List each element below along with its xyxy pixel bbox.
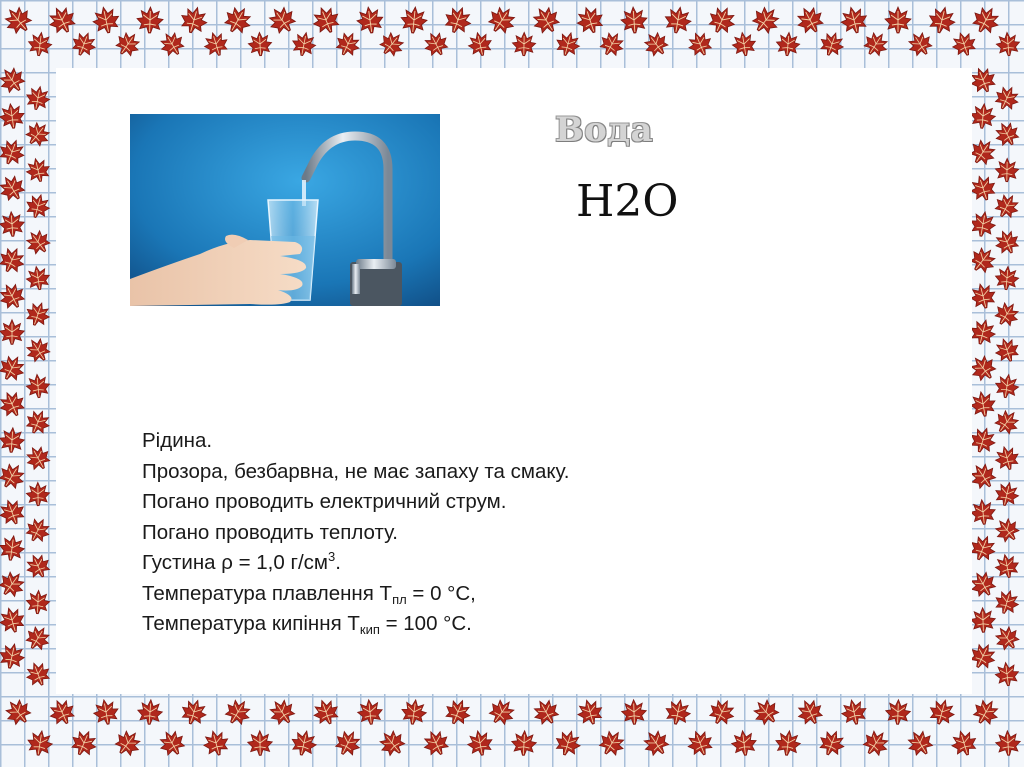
- maple-leaf-icon: [45, 3, 80, 38]
- maple-leaf-icon: [968, 2, 1003, 37]
- maple-leaf-icon: [484, 2, 520, 38]
- maple-leaf-icon: [992, 227, 1023, 258]
- maple-leaf-icon: [993, 480, 1021, 508]
- maple-leaf-icon: [991, 622, 1024, 655]
- maple-leaf-icon: [69, 29, 99, 59]
- maple-leaf-icon: [26, 482, 50, 506]
- maple-leaf-icon: [466, 30, 494, 58]
- maple-leaf-icon: [663, 5, 693, 35]
- slide-title: Вода: [555, 110, 654, 150]
- maple-leaf-icon: [774, 729, 802, 757]
- density-end: .: [335, 551, 341, 574]
- maple-leaf-icon: [904, 28, 936, 60]
- maple-leaf-icon: [112, 28, 145, 61]
- maple-leaf-icon: [24, 192, 53, 221]
- property-melting-point: [142, 579, 862, 610]
- density-text: Густина ρ = 1,0 г/см: [142, 551, 328, 574]
- maple-leaf-icon: [991, 298, 1023, 330]
- maple-leaf-icon: [621, 699, 647, 725]
- maple-leaf-icon: [289, 728, 319, 758]
- maple-leaf-icon: [554, 30, 583, 59]
- maple-leaf-icon: [156, 28, 188, 60]
- maple-leaf-icon: [620, 6, 648, 34]
- maple-leaf-icon: [466, 729, 495, 758]
- maple-leaf-icon: [23, 659, 53, 689]
- maple-leaf-icon: [26, 590, 51, 615]
- maple-leaf-icon: [529, 695, 563, 729]
- maple-leaf-icon: [927, 697, 958, 728]
- maple-leaf-icon: [0, 211, 25, 237]
- maple-leaf-icon: [0, 459, 29, 493]
- maple-leaf-icon: [992, 587, 1021, 616]
- maple-leaf-icon: [221, 695, 255, 729]
- maple-leaf-icon: [969, 498, 996, 525]
- boiling-subscript: кип: [359, 622, 380, 637]
- maple-leaf-icon: [331, 726, 364, 759]
- maple-leaf-icon: [748, 2, 784, 38]
- maple-leaf-icon: [992, 335, 1022, 365]
- maple-leaf-icon: [420, 28, 451, 59]
- maple-leaf-icon: [995, 730, 1021, 756]
- maple-leaf-icon: [596, 28, 628, 60]
- maple-leaf-icon: [0, 351, 29, 384]
- maple-leaf-icon: [991, 406, 1024, 439]
- maple-leaf-icon: [731, 31, 758, 58]
- maple-leaf-icon: [0, 136, 28, 168]
- maple-leaf-icon: [332, 28, 363, 59]
- properties-list: [142, 426, 862, 640]
- maple-leaf-icon: [511, 730, 537, 756]
- maple-leaf-icon: [969, 210, 998, 239]
- maple-leaf-icon: [111, 726, 146, 761]
- maple-leaf-icon: [968, 281, 998, 311]
- maple-leaf-icon: [838, 4, 870, 36]
- maple-leaf-icon: [441, 3, 474, 36]
- maple-leaf-icon: [400, 698, 428, 726]
- melting-subscript: пл: [392, 591, 407, 607]
- faucet-water-photo: [130, 114, 440, 306]
- maple-leaf-icon: [23, 299, 53, 329]
- maple-leaf-icon: [640, 28, 673, 61]
- property-density: [142, 548, 862, 579]
- maple-leaf-icon: [25, 265, 52, 292]
- maple-leaf-icon: [0, 279, 29, 312]
- maple-leaf-icon: [949, 728, 980, 759]
- maple-leaf-icon: [0, 102, 26, 130]
- maple-leaf-icon: [420, 727, 453, 760]
- maple-leaf-icon: [970, 607, 996, 633]
- maple-leaf-icon: [178, 4, 210, 36]
- maple-leaf-icon: [817, 29, 847, 59]
- maple-leaf-icon: [25, 373, 50, 398]
- maple-leaf-icon: [991, 190, 1023, 222]
- maple-leaf-icon: [0, 2, 36, 39]
- maple-leaf-icon: [792, 2, 827, 37]
- maple-leaf-icon: [639, 726, 673, 760]
- boiling-value: = 100 °С.: [379, 612, 472, 635]
- maple-leaf-icon: [24, 84, 51, 111]
- maple-leaf-icon: [376, 28, 409, 61]
- maple-leaf-icon: [991, 82, 1022, 113]
- maple-leaf-icon: [92, 698, 121, 727]
- maple-leaf-icon: [968, 317, 998, 347]
- maple-leaf-icon: [26, 729, 54, 757]
- chemical-formula: H2O: [576, 176, 679, 227]
- maple-leaf-icon: [685, 29, 716, 60]
- maple-leaf-icon: [994, 265, 1019, 290]
- maple-leaf-icon: [309, 3, 343, 37]
- maple-leaf-icon: [264, 2, 300, 38]
- maple-leaf-icon: [949, 29, 979, 59]
- maple-leaf-icon: [265, 695, 299, 729]
- maple-leaf-icon: [22, 226, 55, 259]
- maple-leaf-icon: [575, 697, 606, 728]
- maple-leaf-icon: [0, 605, 27, 636]
- maple-leaf-icon: [967, 172, 998, 203]
- maple-leaf-icon: [91, 5, 122, 36]
- property-state: Рідина.: [142, 429, 213, 452]
- maple-leaf-icon: [0, 641, 27, 670]
- maple-leaf-icon: [995, 31, 1020, 56]
- maple-leaf-icon: [926, 4, 958, 36]
- maple-leaf-icon: [994, 373, 1021, 400]
- maple-leaf-icon: [991, 118, 1022, 149]
- maple-leaf-icon: [528, 2, 564, 38]
- property-thermal-conductivity: Погано проводить теплоту.: [142, 520, 398, 544]
- maple-leaf-icon: [993, 552, 1020, 579]
- boiling-text: Температура кипіння Т: [142, 612, 360, 635]
- maple-leaf-icon: [793, 695, 826, 728]
- maple-leaf-icon: [137, 7, 164, 34]
- maple-leaf-icon: [220, 2, 256, 38]
- melting-value: = 0 °С,: [406, 581, 476, 605]
- maple-leaf-icon: [885, 7, 911, 33]
- maple-leaf-icon: [512, 32, 536, 56]
- maple-leaf-icon: [969, 102, 996, 129]
- maple-leaf-icon: [247, 730, 272, 755]
- maple-leaf-icon: [0, 567, 29, 602]
- maple-leaf-icon: [969, 390, 998, 419]
- faucet-glass-image: [130, 114, 440, 306]
- maple-leaf-icon: [68, 727, 100, 759]
- maple-leaf-icon: [485, 695, 520, 730]
- maple-leaf-icon: [178, 696, 209, 727]
- maple-leaf-icon: [310, 696, 342, 728]
- maple-leaf-icon: [749, 695, 784, 730]
- density-exponent: 3: [328, 549, 336, 564]
- maple-leaf-icon: [553, 728, 584, 759]
- maple-leaf-icon: [969, 695, 1003, 729]
- maple-leaf-icon: [595, 726, 629, 760]
- maple-leaf-icon: [967, 424, 998, 455]
- maple-leaf-icon: [574, 4, 607, 37]
- maple-leaf-icon: [684, 727, 716, 759]
- maple-leaf-icon: [400, 6, 429, 35]
- maple-leaf-icon: [22, 622, 54, 654]
- melting-text: Температура плавлення Т: [142, 581, 393, 605]
- maple-leaf-icon: [0, 388, 28, 421]
- property-electrical-conductivity: Погано проводить електричний струм.: [142, 490, 507, 513]
- maple-leaf-icon: [22, 442, 54, 474]
- maple-leaf-icon: [442, 696, 474, 728]
- maple-leaf-icon: [0, 496, 28, 528]
- maple-leaf-icon: [994, 661, 1020, 687]
- maple-leaf-icon: [705, 3, 739, 37]
- maple-leaf-icon: [0, 320, 24, 345]
- maple-leaf-icon: [816, 727, 848, 759]
- maple-leaf-icon: [22, 334, 54, 366]
- maple-leaf-icon: [995, 158, 1019, 182]
- property-boiling-point: [142, 609, 862, 640]
- maple-leaf-icon: [22, 118, 55, 151]
- maple-leaf-icon: [1, 695, 36, 730]
- maple-leaf-icon: [27, 31, 53, 57]
- maple-leaf-icon: [0, 534, 26, 562]
- maple-leaf-icon: [201, 29, 230, 58]
- maple-leaf-icon: [375, 726, 410, 761]
- maple-leaf-icon: [993, 444, 1022, 473]
- maple-leaf-icon: [355, 5, 384, 34]
- maple-leaf-icon: [356, 698, 383, 725]
- maple-leaf-icon: [991, 514, 1024, 547]
- maple-leaf-icon: [155, 726, 189, 760]
- maple-leaf-icon: [46, 696, 79, 729]
- property-appearance: Прозора, безбарвна, не має запаху та смаку.: [142, 459, 570, 483]
- maple-leaf-icon: [22, 514, 53, 545]
- maple-leaf-icon: [201, 728, 231, 758]
- maple-leaf-icon: [248, 32, 273, 57]
- maple-leaf-icon: [0, 63, 29, 98]
- maple-leaf-icon: [885, 699, 911, 725]
- maple-leaf-icon: [22, 550, 53, 581]
- maple-leaf-icon: [24, 156, 52, 184]
- maple-leaf-icon: [730, 729, 758, 757]
- maple-leaf-icon: [839, 697, 868, 726]
- maple-leaf-icon: [663, 697, 692, 726]
- maple-leaf-icon: [0, 171, 29, 205]
- maple-leaf-icon: [775, 31, 800, 56]
- maple-leaf-icon: [23, 407, 54, 438]
- maple-leaf-icon: [860, 28, 892, 60]
- maple-leaf-icon: [0, 244, 28, 277]
- maple-leaf-icon: [859, 726, 893, 760]
- maple-leaf-icon: [137, 699, 163, 725]
- maple-leaf-icon: [290, 30, 317, 57]
- maple-leaf-icon: [705, 695, 738, 728]
- maple-leaf-icon: [0, 427, 25, 453]
- maple-leaf-icon: [903, 726, 937, 760]
